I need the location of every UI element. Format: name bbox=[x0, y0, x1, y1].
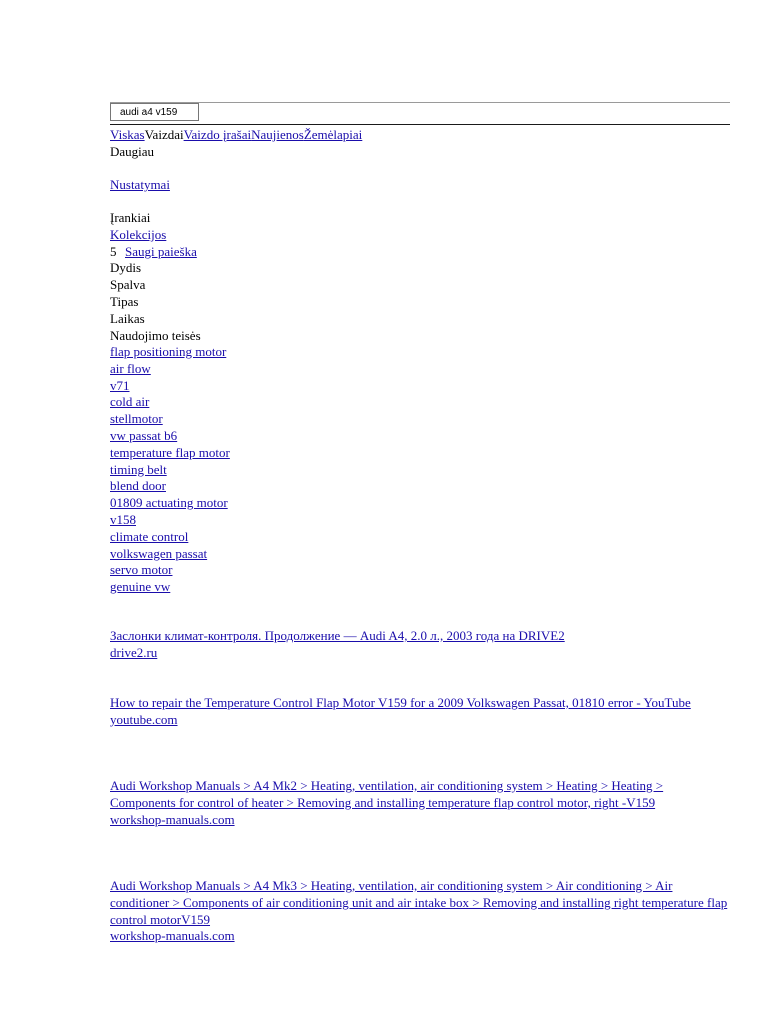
search-bar bbox=[110, 102, 730, 126]
result-domain-link[interactable]: youtube.com bbox=[110, 711, 178, 727]
related-search-link[interactable]: blend door bbox=[110, 478, 166, 494]
tools-section bbox=[110, 209, 730, 343]
tab-all[interactable]: Viskas bbox=[110, 127, 145, 142]
related-search-link[interactable]: flap positioning motor bbox=[110, 344, 227, 359]
filter-time: Laikas bbox=[110, 310, 145, 326]
result-title-link[interactable]: Audi Workshop Manuals > A4 Mk2 > Heating, ventilation, air conditioning system > Heating > Heating > Components for control of heater > Removing and installing temperature flap control motor, right -V159 bbox=[110, 778, 664, 810]
settings-section bbox=[110, 176, 730, 193]
related-search-link[interactable]: genuine vw bbox=[110, 579, 171, 595]
safe-search-icon: 5 bbox=[110, 243, 117, 259]
search-input[interactable] bbox=[110, 103, 199, 121]
search-result bbox=[110, 778, 730, 828]
tab-images: Vaizdai bbox=[144, 127, 184, 142]
search-bottom-border bbox=[110, 124, 730, 125]
related-search-link[interactable]: timing belt bbox=[110, 461, 167, 477]
filter-size: Dydis bbox=[110, 260, 142, 276]
tab-news[interactable]: Naujienos bbox=[251, 127, 304, 142]
related-search-link[interactable]: climate control bbox=[110, 528, 189, 544]
tab-videos[interactable]: Vaizdo įrašai bbox=[183, 127, 252, 142]
result-title-link[interactable]: Audi Workshop Manuals > A4 Mk3 > Heating, ventilation, air conditioning system > Air conditioning > Air conditioner > Components of air conditioning unit and air intake box > Removing and installing right temperature flap control motorV159 bbox=[110, 878, 728, 927]
settings-link[interactable]: Nustatymai bbox=[110, 177, 170, 192]
related-search-link[interactable]: 01809 actuating motor bbox=[110, 495, 228, 511]
related-search-link[interactable]: air flow bbox=[110, 360, 151, 376]
related-search-link[interactable]: volkswagen passat bbox=[110, 545, 208, 561]
filter-usage-rights: Naudojimo teisės bbox=[110, 327, 201, 343]
related-search-link[interactable]: cold air bbox=[110, 394, 150, 410]
related-searches bbox=[110, 343, 730, 595]
result-title-link[interactable]: How to repair the Temperature Control Flap Motor V159 for a 2009 Volkswagen Passat, 01810 error - YouTube bbox=[110, 695, 691, 710]
related-search-link[interactable]: v158 bbox=[110, 511, 136, 527]
related-search-link[interactable]: servo motor bbox=[110, 562, 173, 578]
search-result bbox=[110, 878, 730, 945]
result-domain-link[interactable]: drive2.ru bbox=[110, 644, 158, 660]
related-search-link[interactable]: vw passat b6 bbox=[110, 427, 178, 443]
collections-link[interactable]: Kolekcijos bbox=[110, 226, 167, 242]
result-domain-link[interactable]: workshop-manuals.com bbox=[110, 811, 235, 827]
tab-maps[interactable]: Žemėlapiai bbox=[303, 127, 363, 142]
related-search-link[interactable]: stellmotor bbox=[110, 411, 163, 427]
search-result bbox=[110, 695, 730, 729]
more-label: Daugiau bbox=[110, 144, 155, 159]
search-tabs bbox=[110, 126, 730, 160]
tools-label: Įrankiai bbox=[110, 210, 151, 225]
related-search-link[interactable]: v71 bbox=[110, 377, 130, 393]
result-domain-link[interactable]: workshop-manuals.com bbox=[110, 928, 235, 944]
search-top-border bbox=[110, 102, 730, 103]
search-result bbox=[110, 628, 730, 662]
safe-search-link[interactable]: Saugi paieška bbox=[125, 243, 197, 259]
related-search-link[interactable]: temperature flap motor bbox=[110, 444, 230, 460]
result-title-link[interactable]: Заслонки климат-контроля. Продолжение — Audi A4, 2.0 л., 2003 года на DRIVE2 bbox=[110, 628, 565, 643]
filter-color: Spalva bbox=[110, 277, 146, 293]
filter-type: Tipas bbox=[110, 293, 139, 309]
